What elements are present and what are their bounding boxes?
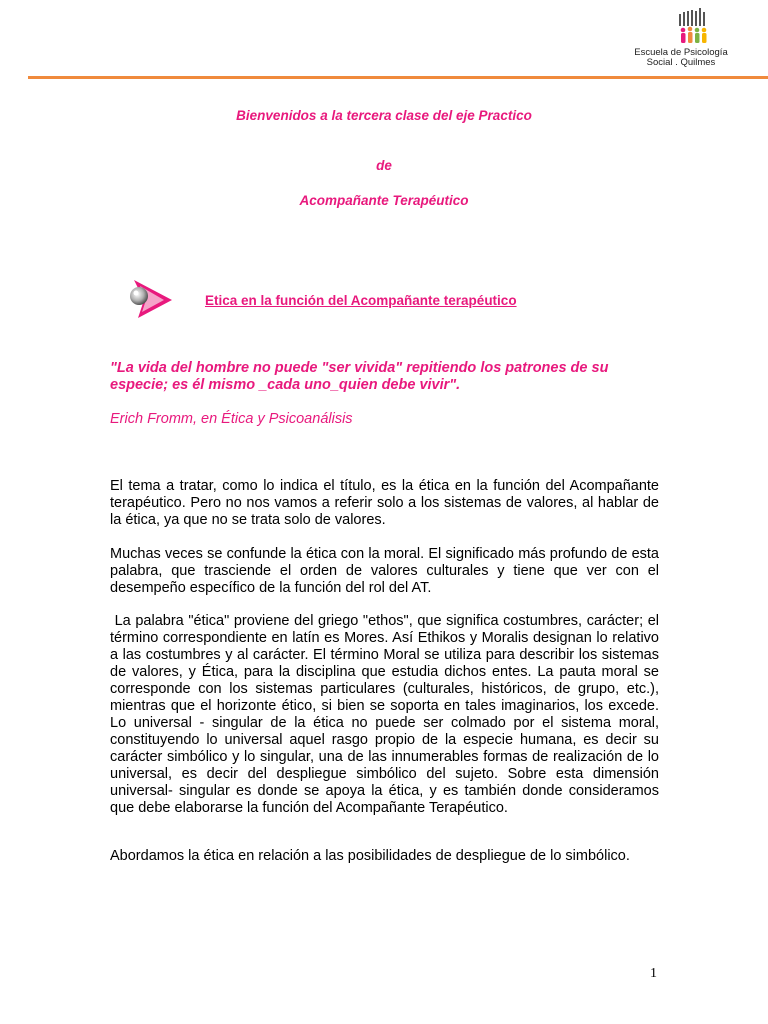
paragraph-3: La palabra "ética" proviene del griego "ethos", que significa costumbres, carácter; el término correspondiente en latín es Mores. Así Ethikos y Moralis designan lo relativo a las costumbres y al carácter. El término Moral se utiliza para describir los sistemas de valores, y Ética, para la disciplina que estudia dichos entes. La pauta moral se corresponde con los sistemas particulares (culturales, históricos, de grupo, etc.), mientras que el horizonte ético, si bien se soporta en tales imaginarios, los excede. Lo universal - singular de la ética no puede ser colmado por el sistema moral, constituyendo lo universal aquel rasgo propio de la especie humana, es decir su carácter simbólico y lo singular, una de las innumerables formas de realización de lo universal, es decir del despliegue simbólico del sujeto. Sobre esta dimensión universal- singular es donde se apoya la ética, y es también donde consideramos que debe elaborarse la función del Acompañante Terapéutico.: [110, 613, 664, 816]
intro-line-1: Bienvenidos a la tercera clase del eje Practico: [236, 108, 532, 123]
header-divider: [28, 76, 768, 79]
intro-line-3: Acompañante Terapéutico: [299, 193, 469, 208]
epigraph-attribution: Erich Fromm, en Ética y Psicoanálisis: [110, 411, 353, 427]
intro-line-2: de: [376, 158, 392, 173]
section-title-link[interactable]: Etica en la función del Acompañante terapéutico: [205, 293, 517, 308]
arrow-bullet-icon: [124, 276, 174, 320]
paragraph-2: Muchas veces se confunde la ética con la moral. El significado más profundo de esta palabra, que trasciende el orden de valores culturales y tiene que ver con el desempeño específico de la función del rol del AT.: [110, 546, 659, 596]
page-number: 1: [650, 966, 657, 981]
logo-text: [618, 48, 744, 68]
logo-text-line1: Escuela de Psicología: [634, 47, 728, 58]
paragraph-1: El tema a tratar, como lo indica el título, es la ética en la función del Acompañante terapéutico. Pero no nos vamos a referir solo a los sistemas de valores, al hablar de la ética, ya que no se trata solo de valores.: [110, 478, 659, 528]
logo-text-line2: Social . Quilmes: [646, 57, 716, 68]
paragraph-4: Abordamos la ética en relación a las posibilidades de despliegue de lo simbólico.: [110, 848, 630, 864]
epigraph-quote: "La vida del hombre no puede "ser vivida" repitiendo los patrones de su especie; es él mismo _cada uno_quien debe vivir".: [110, 360, 609, 393]
school-logo: [618, 6, 744, 72]
